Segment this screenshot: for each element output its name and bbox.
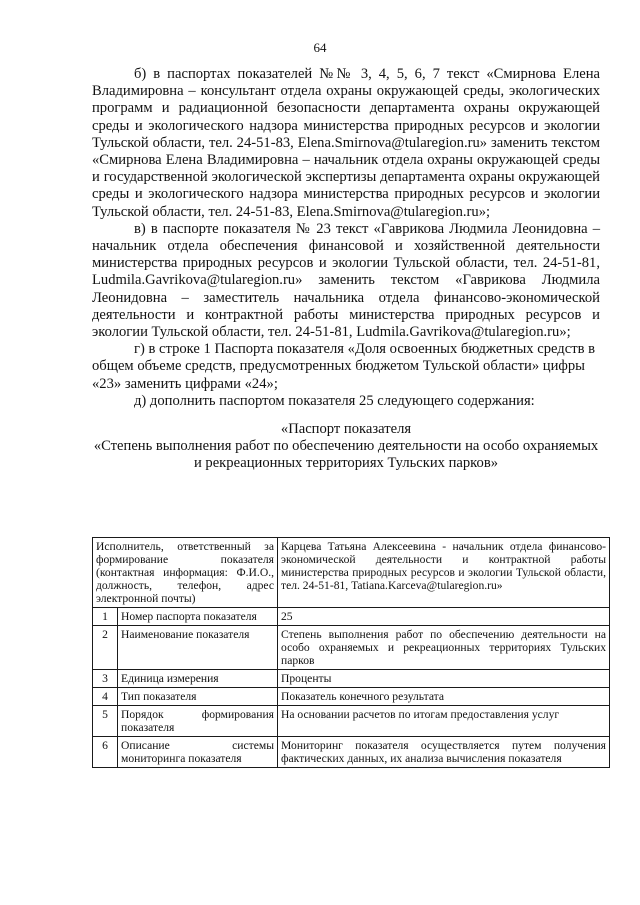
row-name: Тип показателя	[118, 688, 278, 706]
paragraph-b: б) в паспортах показателей №№ 3, 4, 5, 6, 7 текст «Смирнова Елена Владимировна – консультант отдела охраны окружающей среды, экологических программ и радиационной безопасности департамента охраны окружающей среды и экологического надзора министерства природных ресурсов и экологии Тульской области, тел. 24-51-83, Elena.Smirnova@tularegion.ru» заменить текстом «Смирнова Елена Владимировна – начальник отдела охраны окружающей среды и государственной экологической экспертизы департамента охраны окружающей среды и экологического надзора министерства природных ресурсов и экологии Тульской области, тел. 24-51-83, Elena.Smirnova@tularegion.ru»;	[92, 66, 600, 220]
page-number: 64	[313, 40, 327, 55]
table-row	[93, 688, 610, 706]
row-name: Единица измерения	[118, 670, 278, 688]
table-row	[93, 706, 610, 737]
row-name: Наименование показателя	[118, 626, 278, 670]
row-number: 3	[93, 670, 118, 688]
row-value: 25	[278, 608, 610, 626]
table-row	[93, 670, 610, 688]
row-number: 2	[93, 626, 118, 670]
row-value: На основании расчетов по итогам предоставления услуг	[278, 706, 610, 737]
table-row	[93, 626, 610, 670]
table-header-row	[93, 538, 610, 608]
passport-title-line2: «Степень выполнения работ по обеспечению деятельности на особо охраняемых и рекреационных территориях Тульских парков»	[93, 438, 599, 472]
row-number: 1	[93, 608, 118, 626]
document-body	[92, 66, 600, 473]
responsible-label: Исполнитель, ответственный за формирование показателя (контактная информация: Ф.И.О., должность, телефон, адрес электронной почты)	[93, 538, 278, 608]
row-value: Проценты	[278, 670, 610, 688]
row-value: Степень выполнения работ по обеспечению деятельности на особо охраняемых и рекреационных территориях Тульских парков	[278, 626, 610, 670]
paragraph-d: д) дополнить паспортом показателя 25 следующего содержания:	[134, 392, 535, 409]
row-name: Номер паспорта показателя	[118, 608, 278, 626]
row-value: Показатель конечного результата	[278, 688, 610, 706]
row-number: 6	[93, 737, 118, 768]
row-value: Мониторинг показателя осуществляется путем получения фактических данных, их анализа вычисления показателя	[278, 737, 610, 768]
paragraph-v: в) в паспорте показателя № 23 текст «Гаврикова Людмила Леонидовна – начальник отдела обеспечения финансовой и хозяйственной деятельности министерства природных ресурсов и экологии Тульской области, тел. 24-51-81, Ludmila.Gavrikova@tularegion.ru» заменить текстом «Гаврикова Людмила Леонидовна – заместитель начальника отдела финансово-экономической деятельности и контрактной работы министерства природных ресурсов и экологии Тульской области, тел. 24-51-81, Ludmila.Gavrikova@tularegion.ru»;	[92, 220, 600, 341]
row-number: 4	[93, 688, 118, 706]
row-name: Описание системы мониторинга показателя	[118, 737, 278, 768]
responsible-value: Карцева Татьяна Алексеевина - начальник отдела финансово-экономической деятельности и контрактной работы министерства природных ресурсов и экологии Тульской области, тел. 24-51-81, Tatiana.Karceva@tularegion.ru»	[278, 538, 610, 608]
row-name: Порядок формирования показателя	[118, 706, 278, 737]
paragraph-g: г) в строке 1 Паспорта показателя «Доля освоенных бюджетных средств в общем объеме средств, предусмотренных бюджетом Тульской области» цифры «23» заменить цифрами «24»;	[92, 341, 595, 392]
table-row	[93, 608, 610, 626]
table-row	[93, 737, 610, 768]
passport-table	[92, 537, 610, 768]
row-number: 5	[93, 706, 118, 737]
passport-title	[92, 421, 600, 473]
passport-title-line1: «Паспорт показателя	[280, 421, 412, 438]
